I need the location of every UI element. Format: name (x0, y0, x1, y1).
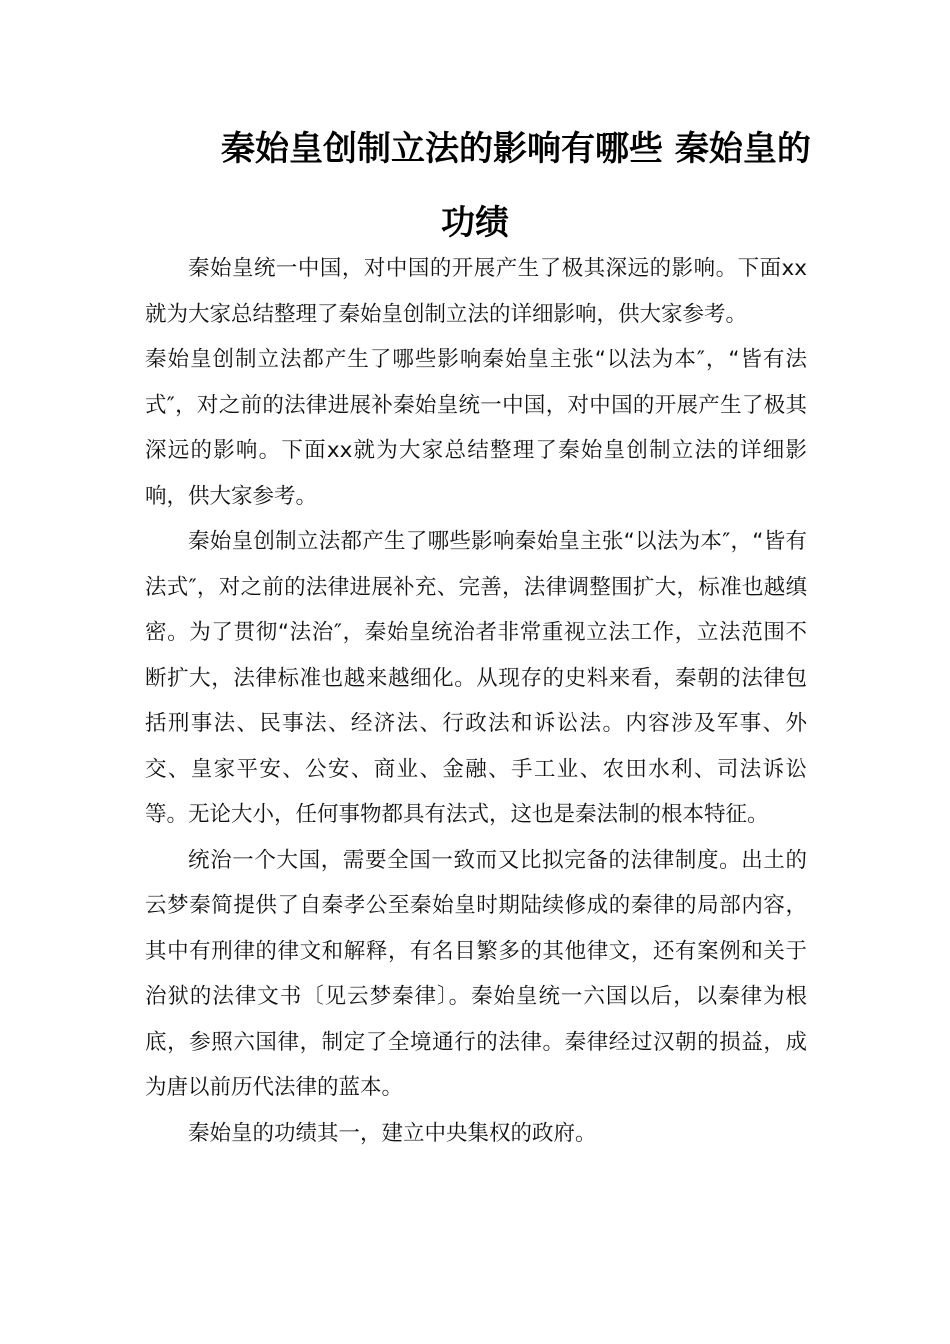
document-body (145, 246, 807, 1156)
title-line-2: 功绩 (441, 203, 509, 243)
paragraph-1: 秦始皇统一中国，对中国的开展产生了极其深远的影响。下面xx就为大家总结整理了秦始皇创制立法的详细影响，供大家参考。 (145, 256, 807, 327)
title-line-1: 秦始皇创制立法的影响有哪些 秦始皇的 (221, 129, 811, 169)
paragraph-5: 秦始皇的功绩其一，建立中央集权的政府。 (188, 1120, 597, 1146)
document-title (145, 112, 811, 260)
paragraph-2: 秦始皇创制立法都产生了哪些影响秦始皇主张“以法为本″，“皆有法式″，对之前的法律进展补秦始皇统一中国，对中国的开展产生了极其深远的影响。下面xx就为大家总结整理了秦始皇创制立法的详细影响，供大家参考。 (145, 347, 807, 509)
paragraph-4: 统治一个大国，需要全国一致而又比拟完备的法律制度。出土的云梦秦简提供了自秦孝公至秦始皇时期陆续修成的秦律的局部内容，其中有刑律的律文和解释，有名目繁多的其他律文，还有案例和关于治狱的法律文书〔见云梦秦律〕。秦始皇统一六国以后，以秦律为根底，参照六国律，制定了全境通行的法律。秦律经过汉朝的损益，成为唐以前历代法律的蓝本。 (145, 847, 807, 1100)
paragraph-3: 秦始皇创制立法都产生了哪些影响秦始皇主张“以法为本″，“皆有法式″，对之前的法律进展补充、完善，法律调整围扩大，标准也越缜密。为了贯彻“法治″，秦始皇统治者非常重视立法工作，立法范围不断扩大，法律标准也越来越细化。从现存的史料来看，秦朝的法律包括刑事法、民事法、经济法、行政法和诉讼法。内容涉及军事、外交、皇家平安、公安、商业、金融、手工业、农田水利、司法诉讼等。无论大小，任何事物都具有法式，这也是秦法制的根本特征。 (145, 529, 807, 827)
